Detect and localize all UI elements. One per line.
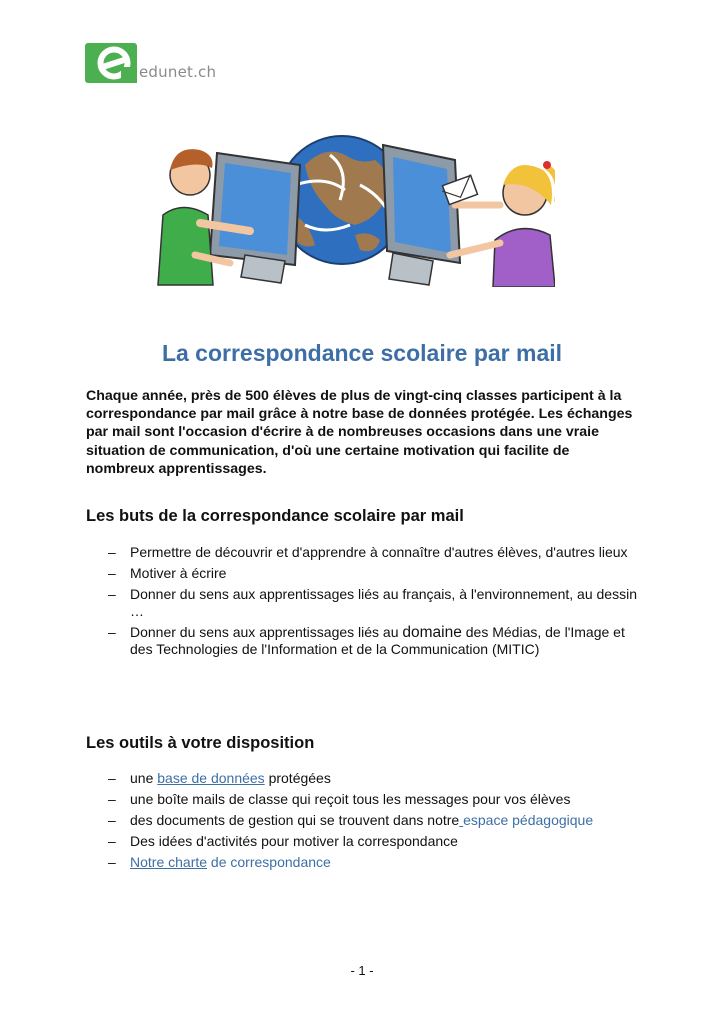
list-item [86, 812, 646, 829]
tool-text: des documents de gestion qui se trouvent dans notre [130, 812, 460, 828]
dash-bullet: – [108, 544, 116, 560]
goals-list [86, 544, 646, 662]
list-item [86, 833, 646, 850]
logo-text: edunet.ch [139, 63, 217, 81]
tool-text: une [130, 770, 158, 786]
list-item [86, 565, 646, 582]
goal-emphasis: domaine [402, 624, 462, 641]
edunet-logo[interactable] [85, 41, 216, 83]
goal-text: Permettre de découvrir et d'apprendre à connaître d'autres élèves, d'autres lieux [130, 544, 628, 560]
list-item [86, 624, 646, 658]
monitor-right-icon [383, 145, 460, 285]
dash-bullet: – [108, 565, 116, 581]
goals-heading: Les buts de la correspondance scolaire par mail [86, 507, 464, 525]
goal-text: Donner du sens aux apprentissages liés au [130, 624, 403, 640]
tool-text: protégées [264, 770, 331, 786]
charte-link-suffix[interactable]: de correspondance [207, 854, 331, 870]
list-item [86, 770, 646, 787]
list-item [86, 544, 646, 561]
espace-pedagogique-link[interactable]: espace pédagogique [463, 812, 594, 828]
tool-text: une boîte mails de classe qui reçoit tous les messages pour vos élèves [130, 791, 571, 807]
dash-bullet: – [108, 833, 116, 849]
dash-bullet: – [108, 791, 116, 807]
dash-bullet: – [108, 854, 116, 870]
goal-text: Motiver à écrire [130, 565, 227, 581]
correspondence-illustration [155, 125, 555, 287]
list-item [86, 791, 646, 808]
dash-bullet: – [108, 586, 116, 602]
dash-bullet: – [108, 770, 116, 786]
goal-text: des Médias, de l'Image et des Technologies de l'Information et de la Communication (MITIC) [130, 624, 625, 657]
tool-text: Des idées d'activités pour motiver la correspondance [130, 833, 458, 849]
tools-list [86, 770, 646, 875]
intro-paragraph: Chaque année, près de 500 élèves de plus de vingt-cinq classes participent à la correspondance par mail grâce à notre base de données protégée. Les échanges par mail sont l'occasion d'écrire à de nombreuses occasions dans une vraie situation de communication, d'où une certaine motivation qui facilite de nombreux apprentissages. [86, 388, 633, 477]
list-item [86, 854, 646, 871]
dash-bullet: – [108, 812, 116, 828]
charte-link[interactable]: Notre charte [130, 854, 208, 870]
page-title: La correspondance scolaire par mail [161, 340, 563, 366]
dash-bullet: – [108, 624, 116, 640]
goal-text: Donner du sens aux apprentissages liés au français, à l'environnement, au dessin … [130, 586, 637, 619]
page-number: - 1 - [350, 963, 374, 978]
edunet-logo-icon [85, 43, 137, 83]
list-item [86, 586, 646, 620]
tools-heading: Les outils à votre disposition [86, 734, 315, 752]
database-link[interactable]: base de données [157, 770, 265, 786]
